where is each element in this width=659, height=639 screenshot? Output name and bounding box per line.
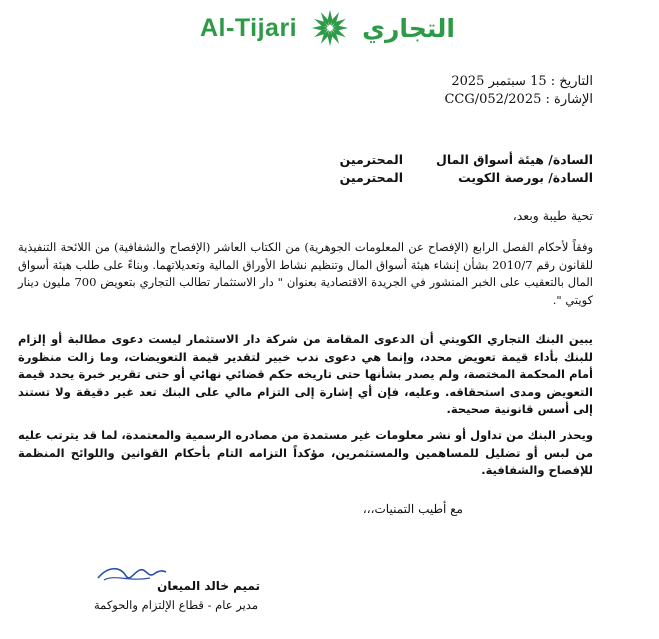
addressee-row — [18, 151, 593, 169]
closing-line: مع أطيب التمنيات،،، — [362, 502, 463, 516]
logo-arabic-text: التجاري — [362, 13, 455, 43]
reference-line: الإشارة : CCG/052/2025 — [444, 92, 593, 107]
bank-logo — [200, 8, 455, 48]
addressee-name: السادة/ هيئة أسواق المال — [435, 152, 593, 167]
addressee-row — [18, 169, 593, 187]
addressee-honorific: المحترمين — [339, 152, 403, 167]
letter-meta — [18, 73, 593, 109]
logo-english-text: Al-Tijari — [200, 13, 298, 42]
addressee-name: السادة/ بورصة الكويت — [458, 170, 593, 185]
paragraph-warning: ويحذر البنك من تداول أو نشر معلومات غير مستمدة من مصادره الرسمية والمعتمدة، لما قد يترتب عليه من لبس أو تضليل للمساهمين والمستثمرين، مؤكداً التزامه التام بأحكام القوانين واللوائح المنظمة للإفصاح والشفافية. — [18, 428, 593, 477]
paragraph-clarification: يبين البنك التجاري الكويتي أن الدعوى المقامة من شركة دار الاستثمار ليست دعوى مطالبة أو إلزام للبنك بأداء قيمة تعويض محدد، وإنما هي دعوى ندب خبير لتقدير قيمة التعويضات، وما زالت منظورة أمام المحكمة المختصة، ولم يصدر بشأنها حتى تاريخه حكم قضائي نهائي أو حتى تقرير خبرة يحدد قيمة التعويض ومدى استحقاقه. وعليه، فإن أي إشارة إلى التزام مالي على البنك تعد غير دقيقة ولا تستند إلى أسس قانونية صحيحة. — [18, 332, 593, 416]
addressee-block — [18, 151, 593, 187]
signatory-name: تميم خالد الميعان — [157, 579, 260, 593]
star-emblem-icon — [308, 8, 352, 48]
addressee-honorific: المحترمين — [339, 170, 403, 185]
paragraph-regulation: وفقاً لأحكام الفصل الرابع (الإفصاح عن المعلومات الجوهرية) من الكتاب العاشر (الإفصاح والشفافية) من اللائحة التنفيذية للقانون رقم 2010/7 بشأن إنشاء هيئة أسواق المال وتنظيم نشاط الأوراق المالية وتعديلاتهما. وبناءً على طلب هيئة أسواق المال بالتعقيب على الخبر المنشور في الجريدة الاقتصادية بعنوان " دار الاستثمار تطالب التجاري بتعويض 700 مليون دينار كويتي ". — [18, 240, 594, 307]
greeting: تحية طيبة وبعد، — [512, 208, 593, 223]
signatory-title: مدير عام - قطاع الإلتزام والحوكمة — [94, 598, 258, 612]
date-line: التاريخ : 15 سبتمبر 2025 — [451, 74, 593, 89]
